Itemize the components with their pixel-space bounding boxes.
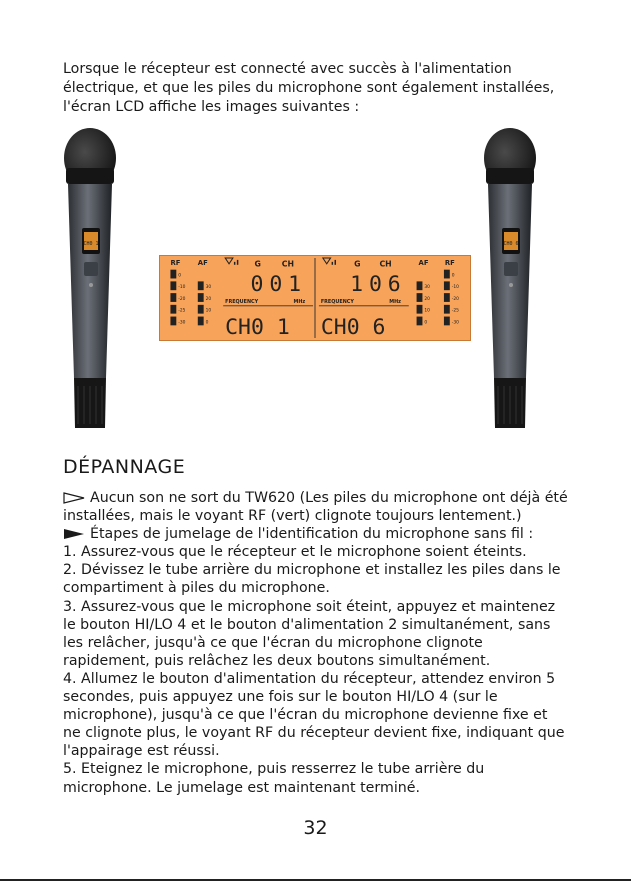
lcd-left-channel-number: 001 xyxy=(250,272,307,298)
lcd-left-frequency-label: FREQUENCY xyxy=(225,298,259,305)
lcd-right-af-scale-0: 30 xyxy=(424,285,430,291)
page-number: 32 xyxy=(303,817,328,839)
lcd-left-af-scale-0: 30 xyxy=(205,285,212,291)
step-5: 5. Eteignez le microphone, puis resserrez le tube arrière du microphone. Le jumelage est maintenant terminé. xyxy=(63,761,485,796)
lcd-right-af-scale-1: 20 xyxy=(424,296,430,302)
step-4: 4. Allumez le bouton d'alimentation du récepteur, attendez environ 5 secondes, puis appuyez une fois sur le bouton HI/LO 4 (sur le microphone), jusqu'à ce que l'écran du microphone devienne fixe et ne clignote plus, le voyant RF du récepteur devient fixe, indiquant que l'appairage est réussi. xyxy=(63,670,565,760)
lcd-left-g-label: G xyxy=(254,259,261,269)
lcd-right-af-scale-3: 0 xyxy=(424,320,428,326)
lcd-right-channel-number: 106 xyxy=(350,272,407,298)
lcd-left-rf-scale-0: 0 xyxy=(178,273,182,279)
lcd-right-rf-scale-0: 0 xyxy=(451,273,455,279)
lcd-left-ch-label: CH xyxy=(281,259,295,269)
lcd-left-af-label: AF xyxy=(197,258,208,267)
lcd-right-g-label: G xyxy=(354,259,361,269)
outline-arrow-icon xyxy=(63,492,85,504)
lcd-left-signal-icon xyxy=(225,258,238,265)
lcd-right-rf-scale-1: -10 xyxy=(451,285,459,291)
lcd-right-af-scale-2: 10 xyxy=(424,308,430,314)
lcd-left-rf-scale-3: -25 xyxy=(178,308,186,314)
lcd-left-rf-scale-1: -10 xyxy=(178,285,186,291)
lcd-left-rf-scale-4: -30 xyxy=(178,320,186,326)
lcd-left-af-scale-2: 10 xyxy=(205,308,212,314)
section-title: DÉPANNAGE xyxy=(63,456,186,478)
mic-right-screen-text: CH0 6 xyxy=(503,241,519,247)
step-1: 1. Assurez-vous que le récepteur et le microphone soient éteints. xyxy=(63,544,527,561)
lcd-right-signal-icon xyxy=(323,258,336,265)
lcd-right-rf-scale-2: -20 xyxy=(451,296,459,302)
lcd-right-channel-name: CH0 6 xyxy=(320,315,386,341)
problem-line xyxy=(63,489,568,525)
lcd-right-mhz-label: MHz xyxy=(389,298,402,305)
lcd-right-frequency-label: FREQUENCY xyxy=(320,298,354,305)
lcd-right-af-label: AF xyxy=(418,258,429,267)
step-3: 3. Assurez-vous que le microphone soit éteint, appuyez et maintenez le bouton HI/LO 4 et le bouton d'alimentation 2 simultanément, sans les relâcher, jusqu'à ce que l'écran du microphone clignote rapidement, puis relâchez les deux boutons simultanément. xyxy=(63,598,556,669)
lcd-left-af-scale-1: 20 xyxy=(205,296,212,302)
step-2: 2. Dévissez le tube arrière du microphone et installez les piles dans le compartiment à piles du microphone. xyxy=(63,562,561,597)
bottom-rule xyxy=(0,879,631,881)
lcd-right-rf-scale-4: -30 xyxy=(451,320,459,326)
steps-title-line xyxy=(63,525,568,543)
microphone-right-image xyxy=(480,128,540,428)
lcd-left-mhz-label: MHz xyxy=(293,298,306,305)
lcd-right-ch-label: CH xyxy=(379,259,392,269)
receiver-lcd-display xyxy=(159,255,471,341)
lcd-right-rf-label: RF xyxy=(444,258,455,267)
lcd-left-rf-label: RF xyxy=(170,258,181,267)
problem-text: Aucun son ne sort du TW620 (Les piles du microphone ont déjà été installées, mais le voyant RF (vert) clignote toujours lentement.) xyxy=(63,490,568,525)
microphone-left-image xyxy=(60,128,120,428)
intro-paragraph: Lorsque le récepteur est connecté avec succès à l'alimentation électrique, et que les piles du microphone sont également installées, l'écran LCD affiche les images suivantes : xyxy=(63,61,555,115)
troubleshooting-body xyxy=(63,489,568,797)
solid-arrow-icon xyxy=(63,528,85,540)
lcd-left-channel-name: CH0 1 xyxy=(225,315,290,341)
lcd-left-rf-scale-2: -20 xyxy=(178,296,186,302)
lcd-right-rf-scale-3: -25 xyxy=(451,308,459,314)
mic-left-screen-text: CH0 1 xyxy=(83,241,99,247)
lcd-left-af-scale-3: 0 xyxy=(205,320,209,326)
steps-title-text: Étapes de jumelage de l'identification du microphone sans fil : xyxy=(90,526,534,543)
